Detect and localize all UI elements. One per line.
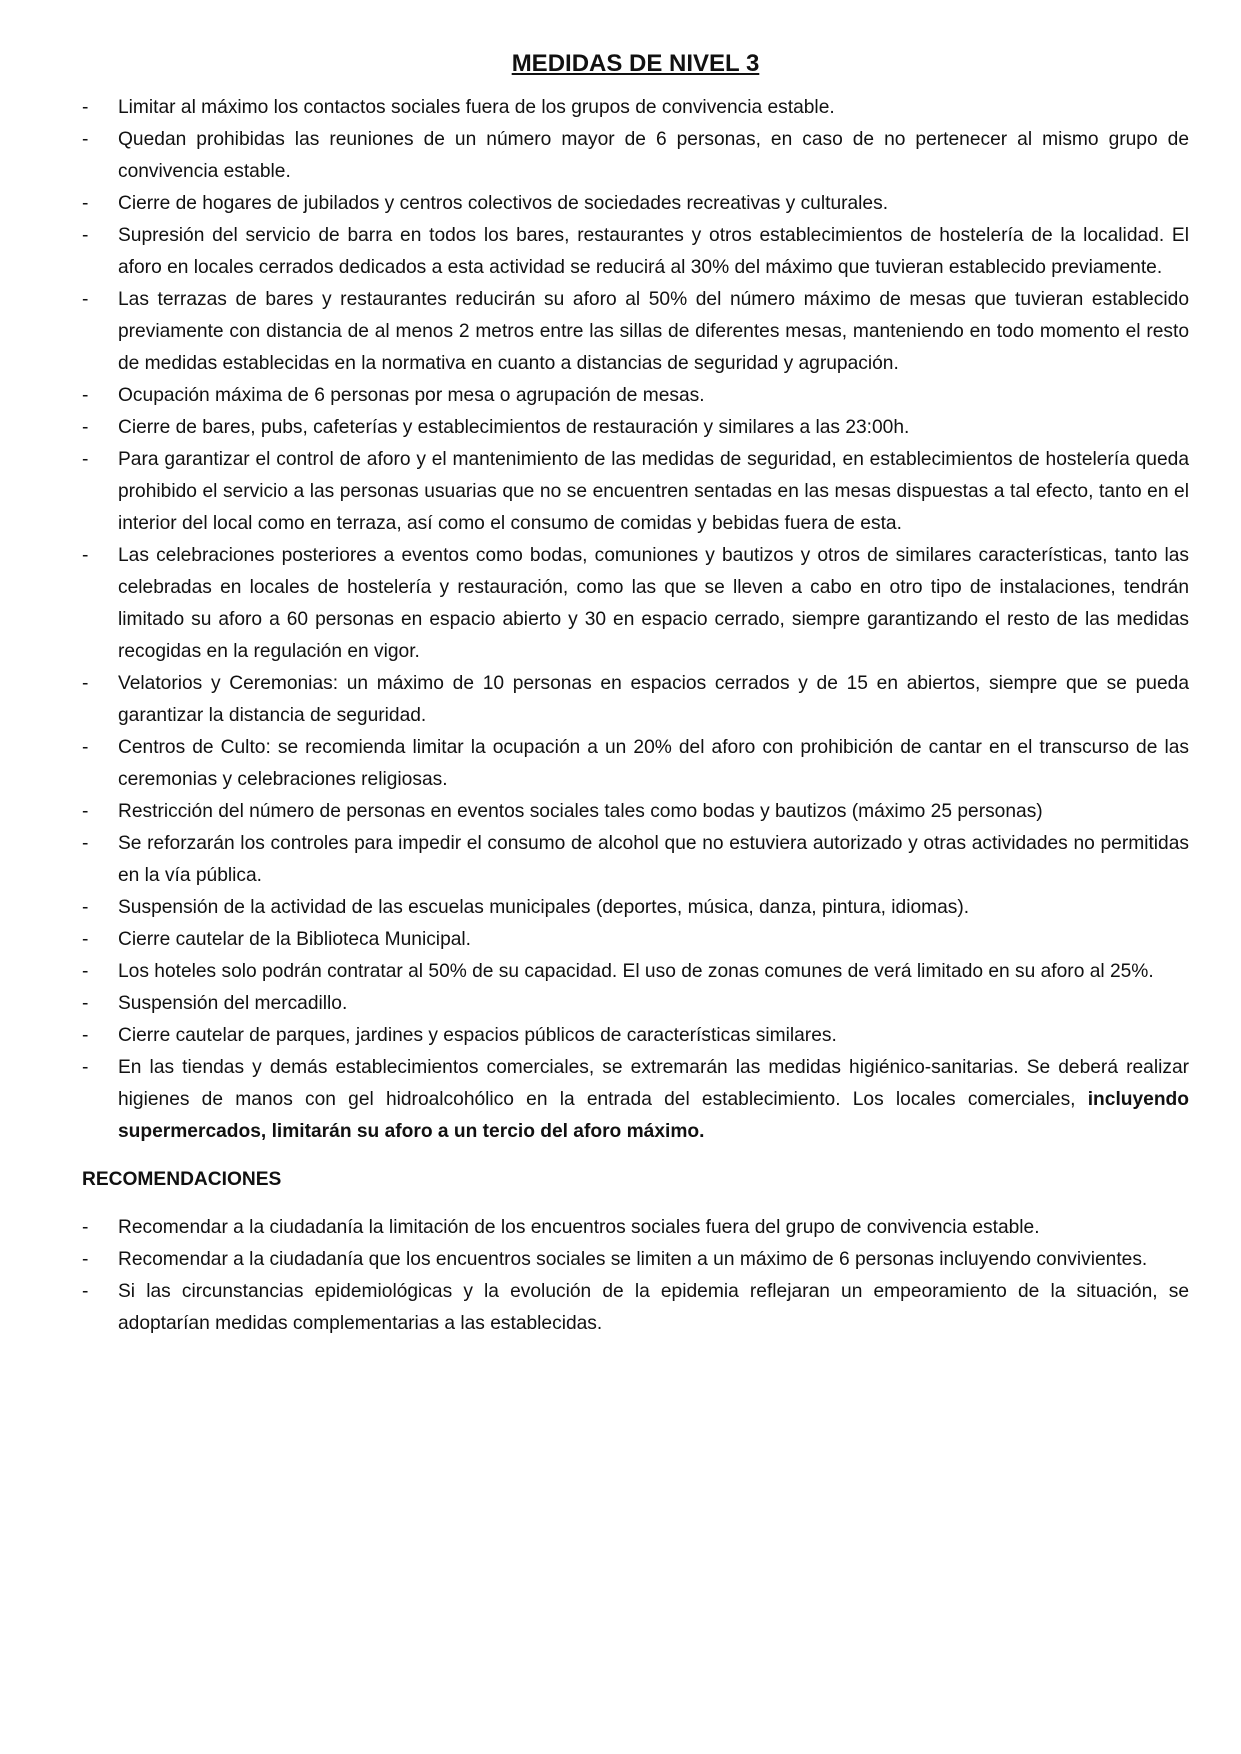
- measure-item: [82, 988, 1189, 1020]
- measure-item-text: Velatorios y Ceremonias: un máximo de 10 personas en espacios cerrados y de 15 en abiertos, siempre que se pueda garantizar la distancia de seguridad.: [118, 673, 1189, 726]
- measure-item: [82, 924, 1189, 956]
- measure-item: [82, 444, 1189, 540]
- bullet-dash: -: [82, 961, 89, 982]
- measure-item-text: Cierre de hogares de jubilados y centros colectivos de sociedades recreativas y culturales.: [118, 193, 889, 214]
- measure-item: [82, 1052, 1189, 1148]
- bullet-dash: -: [82, 193, 89, 214]
- bullet-dash: -: [82, 833, 89, 854]
- bullet-dash: -: [82, 897, 89, 918]
- bullet-dash: -: [82, 129, 89, 150]
- bullet-dash: -: [82, 929, 89, 950]
- bullet-dash: -: [82, 993, 89, 1014]
- bullet-dash: -: [82, 545, 89, 566]
- bullet-dash: -: [82, 1057, 89, 1078]
- measure-item-text: En las tiendas y demás establecimientos comerciales, se extremarán las medidas higiénico-sanitarias. Se deberá realizar higienes de manos con gel hidroalcohólico en la entrada del establecimiento. Los locales comerciales,: [118, 1057, 1189, 1110]
- bullet-dash: -: [82, 417, 89, 438]
- bullet-dash: -: [82, 225, 89, 246]
- bullet-dash: -: [82, 1249, 89, 1270]
- measure-item-text: Ocupación máxima de 6 personas por mesa o agrupación de mesas.: [118, 385, 705, 406]
- measure-item-text: Supresión del servicio de barra en todos los bares, restaurantes y otros establecimientos de hostelería de la localidad. El aforo en locales cerrados dedicados a esta actividad se reducirá al 30% del máximo que tuvieran establecido previamente.: [118, 225, 1189, 278]
- measure-item-text: Cierre de bares, pubs, cafeterías y establecimientos de restauración y similares a las 23:00h.: [118, 417, 910, 438]
- recommendation-item-text: Si las circunstancias epidemiológicas y la evolución de la epidemia reflejaran un empeoramiento de la situación, se adoptarían medidas complementarias a las establecidas.: [118, 1281, 1189, 1334]
- measure-item-text: Cierre cautelar de parques, jardines y espacios públicos de características similares.: [118, 1025, 837, 1046]
- bullet-dash: -: [82, 97, 89, 118]
- bullet-dash: -: [82, 385, 89, 406]
- measure-item: [82, 540, 1189, 668]
- measure-item: [82, 412, 1189, 444]
- recommendation-item-text: Recomendar a la ciudadanía la limitación de los encuentros sociales fuera del grupo de convivencia estable.: [118, 1217, 1040, 1238]
- recommendation-item: [82, 1276, 1189, 1340]
- measure-item-text: Limitar al máximo los contactos sociales fuera de los grupos de convivencia estable.: [118, 97, 835, 118]
- measures-list: [82, 92, 1189, 1148]
- measure-item: [82, 284, 1189, 380]
- measure-item-bold-text: incluyendo supermercados, limitarán su aforo a un tercio del aforo máximo.: [118, 1089, 1189, 1142]
- measure-item: [82, 892, 1189, 924]
- measure-item-text: Los hoteles solo podrán contratar al 50% de su capacidad. El uso de zonas comunes de verá limitado en su aforo al 25%.: [118, 961, 1154, 982]
- measure-item-text: Restricción del número de personas en eventos sociales tales como bodas y bautizos (máximo 25 personas): [118, 801, 1043, 822]
- measure-item-text: Para garantizar el control de aforo y el mantenimiento de las medidas de seguridad, en establecimientos de hostelería queda prohibido el servicio a las personas usuarias que no se encuentren sentadas en las mesas dispuestas a tal efecto, tanto en el interior del local como en terraza, así como el consumo de comidas y bebidas fuera de esta.: [118, 449, 1189, 534]
- bullet-dash: -: [82, 1217, 89, 1238]
- page-title: MEDIDAS DE NIVEL 3: [511, 50, 760, 77]
- measure-item-text: Suspensión del mercadillo.: [118, 993, 348, 1014]
- bullet-dash: -: [82, 1025, 89, 1046]
- measure-item: [82, 92, 1189, 124]
- bullet-dash: -: [82, 801, 89, 822]
- measure-item: [82, 1020, 1189, 1052]
- bullet-dash: -: [82, 449, 89, 470]
- measure-item: [82, 668, 1189, 732]
- bullet-dash: -: [82, 289, 89, 310]
- recommendation-item: [82, 1212, 1189, 1244]
- measure-item-text: Las terrazas de bares y restaurantes reducirán su aforo al 50% del número máximo de mesas que tuvieran establecido previamente con distancia de al menos 2 metros entre las sillas de diferentes mesas, manteniendo en todo momento el resto de medidas establecidas en la normativa en cuanto a distancias de seguridad y agrupación.: [118, 289, 1189, 374]
- measure-item: [82, 188, 1189, 220]
- measure-item: [82, 124, 1189, 188]
- bullet-dash: -: [82, 737, 89, 758]
- measure-item: [82, 732, 1189, 796]
- bullet-dash: -: [82, 673, 89, 694]
- measure-item-text: Suspensión de la actividad de las escuelas municipales (deportes, música, danza, pintura, idiomas).: [118, 897, 970, 918]
- recommendations-list: [82, 1212, 1189, 1340]
- recommendation-item-text: Recomendar a la ciudadanía que los encuentros sociales se limiten a un máximo de 6 personas incluyendo convivientes.: [118, 1249, 1148, 1270]
- measure-item: [82, 828, 1189, 892]
- measure-item: [82, 380, 1189, 412]
- measure-item-text: Centros de Culto: se recomienda limitar la ocupación a un 20% del aforo con prohibición de cantar en el transcurso de las ceremonias y celebraciones religiosas.: [118, 737, 1189, 790]
- measure-item-text: Se reforzarán los controles para impedir el consumo de alcohol que no estuviera autorizado y otras actividades no permitidas en la vía pública.: [118, 833, 1189, 886]
- recommendations-heading: RECOMENDACIONES: [82, 1169, 282, 1190]
- measure-item: [82, 796, 1189, 828]
- measure-item-text: Cierre cautelar de la Biblioteca Municipal.: [118, 929, 472, 950]
- measure-item-text: Quedan prohibidas las reuniones de un número mayor de 6 personas, en caso de no pertenecer al mismo grupo de convivencia estable.: [118, 129, 1189, 182]
- measure-item: [82, 220, 1189, 284]
- measure-item: [82, 956, 1189, 988]
- measure-item-text: Las celebraciones posteriores a eventos como bodas, comuniones y bautizos y otros de similares características, tanto las celebradas en locales de hostelería y restauración, como las que se lleven a cabo en otro tipo de instalaciones, tendrán limitado su aforo a 60 personas en espacio abierto y 30 en espacio cerrado, siempre garantizando el resto de las medidas recogidas en la regulación en vigor.: [118, 545, 1189, 662]
- bullet-dash: -: [82, 1281, 89, 1302]
- recommendation-item: [82, 1244, 1189, 1276]
